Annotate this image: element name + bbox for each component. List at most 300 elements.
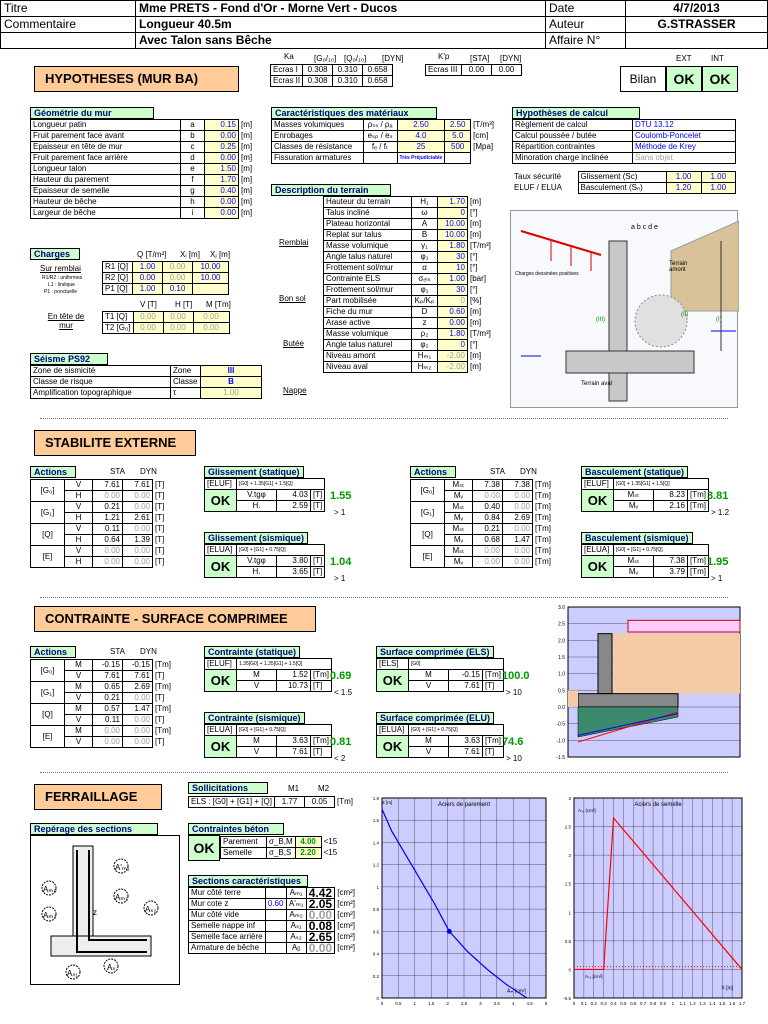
check-comb: [G0] + [G1] + 0.75[Q]: [237, 545, 325, 556]
chart-xtick: 1: [671, 1001, 675, 1006]
table-row: [324, 274, 497, 285]
ka-table: [270, 52, 530, 92]
terr-sym: Kₚ/Kₚ: [412, 296, 438, 307]
eluf-label: ELUF / ELUA: [514, 183, 563, 192]
terr-value[interactable]: -2.00: [438, 362, 468, 373]
check-unit: [Tm]: [483, 670, 504, 681]
table-row: [189, 921, 358, 932]
ch-value[interactable]: 10.00: [193, 273, 229, 284]
seis-value[interactable]: B: [201, 377, 262, 388]
chart-ytick: 0.5: [564, 938, 571, 944]
table-row: [411, 546, 554, 557]
actions-title: Actions: [410, 466, 456, 478]
table-row: [411, 502, 554, 513]
chart-xtick: 1.7: [738, 1001, 746, 1006]
sec-sym: Aₘ₂: [286, 910, 306, 921]
table-row: [31, 153, 262, 164]
chart-title: Aciers de semelle: [634, 802, 682, 808]
check-sym: Mₛₜ: [614, 556, 654, 567]
table-row: [189, 888, 358, 899]
rep-label: z: [93, 908, 97, 917]
ka-cell: 0.00: [492, 65, 522, 76]
terr-unit: [°]: [470, 263, 478, 272]
terr-value[interactable]: 0.60: [438, 307, 468, 318]
soll-head: M2: [318, 784, 330, 793]
table-row: [31, 388, 262, 399]
terr-value[interactable]: 10.00: [438, 219, 468, 230]
hypcalc-taux: [512, 171, 736, 194]
hyp-value[interactable]: Coulomb-Poncelet: [633, 131, 736, 142]
geom-value[interactable]: 0.40: [205, 186, 239, 197]
check-val: 2.59: [277, 501, 311, 512]
chart-xtick: 1.5: [719, 1001, 726, 1006]
soll-unit: [Tm]: [337, 797, 353, 806]
chart-ytick: 3: [568, 796, 571, 801]
group-nappe: Nappe: [283, 386, 307, 395]
table-row: [31, 164, 262, 175]
mat-value[interactable]: 500: [445, 142, 471, 153]
chart-ytick: 2.5: [564, 824, 571, 830]
check-result: 74.6: [502, 736, 524, 748]
rep-label: A'ₘ₁: [115, 863, 130, 872]
terr-unit: [T/m³]: [470, 241, 491, 250]
chart-xtick: 0.3: [600, 1001, 607, 1006]
check-unit: [T]: [311, 681, 332, 692]
mat-value[interactable]: 25: [397, 142, 445, 153]
ka-head: [DYN]: [382, 54, 404, 63]
table-row: [272, 153, 497, 164]
table-row: [31, 480, 167, 491]
terrain-title: Description du terrain: [271, 184, 391, 196]
table-row: [31, 524, 167, 535]
check-val: -0.15: [449, 670, 483, 681]
mat-value[interactable]: 2.50: [397, 120, 445, 131]
check-sym: V: [409, 681, 449, 692]
check-val: 7.61: [449, 681, 483, 692]
hyp-value[interactable]: Sans objet: [633, 153, 736, 164]
check-title: Contrainte (statique): [204, 646, 300, 658]
sec-value: 0.00: [306, 943, 335, 954]
check-ok: OK: [205, 490, 237, 512]
check-unit: [T]: [311, 490, 325, 501]
table-row: [103, 284, 229, 295]
ch-value[interactable]: 0.10: [163, 284, 193, 295]
terr-value[interactable]: 1.80: [438, 329, 468, 340]
check-sym: V.tgφ: [237, 490, 277, 501]
chart-ytick: 3.0: [558, 605, 565, 611]
geom-value[interactable]: 0.00: [205, 208, 239, 219]
terr-value[interactable]: 1.00: [438, 274, 468, 285]
actions-sta: 0.21: [473, 524, 503, 535]
actions-sym: Mₛₜ: [445, 546, 473, 557]
terr-unit: [%]: [470, 296, 482, 305]
rep-label: Aₛ₂: [145, 905, 157, 914]
titre-label: Titre: [1, 1, 136, 17]
chart-ytick: 1.5: [564, 881, 571, 887]
table-row: [324, 208, 497, 219]
ch-value[interactable]: [193, 284, 229, 295]
geom-unit: [m]: [241, 186, 253, 195]
group-butee: Butée: [283, 339, 304, 348]
actions-sym: H: [65, 535, 93, 546]
geom-value[interactable]: 0.25: [205, 142, 239, 153]
comment-label: Commentaire: [1, 17, 136, 33]
bilan-label: Bilan: [620, 66, 666, 92]
ch-label: P1 [Q]: [103, 284, 133, 295]
ch-value[interactable]: 0.00: [133, 273, 163, 284]
table-row: [324, 318, 497, 329]
terr-unit: [m]: [470, 219, 482, 228]
terr-value[interactable]: 1.70: [438, 197, 468, 208]
check-sym: V.tgφ: [237, 556, 277, 567]
actions-dyn: 0.00: [503, 546, 533, 557]
hyp-label: Règlement de calcul: [513, 120, 633, 131]
gliss-val[interactable]: 1.00: [666, 172, 701, 183]
ka-cell: 0.658: [363, 65, 393, 76]
date-label: Date: [546, 1, 626, 17]
actions-unit: [T]: [155, 557, 165, 566]
check-tag: [ELUA]: [205, 725, 237, 736]
seis-label: Zone de sismicité: [31, 366, 171, 377]
terr-unit: [°]: [470, 285, 478, 294]
terr-sym: H₁: [412, 197, 438, 208]
sec-unit: [cm²]: [337, 932, 355, 941]
table-row: [324, 230, 497, 241]
mat-label: Masses volumiques: [272, 120, 364, 131]
actions-unit: [Tm]: [535, 546, 551, 555]
chart-xtick: 1: [413, 1001, 417, 1006]
rep-label: Aₛ₁: [67, 969, 79, 978]
mat-sym: [363, 153, 397, 164]
check-tag: [ELUA]: [582, 545, 614, 556]
table-row: [31, 131, 262, 142]
chart-xtick: 0.7: [640, 1001, 647, 1006]
check-sym: Mᵥ: [614, 567, 654, 578]
terr-value[interactable]: 0: [438, 296, 468, 307]
terr-label: Contrainte ELS: [324, 274, 412, 285]
bilan-int: OK: [702, 66, 738, 92]
ch-value[interactable]: 0.00: [163, 312, 193, 323]
chart-ytick: 0.0: [558, 705, 565, 711]
sec-z: [265, 932, 286, 943]
terr-value[interactable]: 10: [438, 263, 468, 274]
chart-ylabel: Aₛ₂ [cm²]: [578, 808, 596, 813]
check-title: Glissement (sismique): [204, 532, 308, 544]
check-criterion: > 1.2: [711, 508, 730, 517]
terr-label: Masse volumique: [324, 329, 412, 340]
ch-value[interactable]: 0.00: [193, 312, 229, 323]
geom-sym: i: [181, 208, 205, 219]
check-unit: [T]: [311, 501, 325, 512]
basc-val[interactable]: 1.20: [666, 183, 701, 194]
geom-value[interactable]: 1.70: [205, 175, 239, 186]
soil-zone: [613, 634, 740, 694]
beton-cell: 4.00: [295, 837, 321, 848]
actions-sym: M: [65, 660, 93, 671]
check-tag: [ELUF]: [205, 479, 237, 490]
ch-value[interactable]: 1.00: [133, 262, 163, 273]
actions-sym: V: [65, 671, 93, 682]
check-result: 100.0: [502, 670, 530, 682]
ch-value[interactable]: 1.00: [133, 284, 163, 295]
terr-unit: [°]: [470, 208, 478, 217]
chart-ytick: 0.6: [372, 929, 379, 935]
check-criterion: > 10: [506, 754, 522, 763]
gliss-val[interactable]: 1.00: [701, 172, 736, 183]
terr-value[interactable]: 0: [438, 340, 468, 351]
hyp-value[interactable]: DTU 13.12: [633, 120, 736, 131]
chart-xtick: 0.4: [610, 1001, 617, 1006]
table-row: [324, 241, 497, 252]
terr-sym: Hₘ₁: [412, 351, 438, 362]
chart-xtick: 3: [479, 1001, 482, 1006]
seis-value[interactable]: III: [201, 366, 262, 377]
ch-value[interactable]: 0.00: [193, 323, 229, 334]
check-val: 3.80: [277, 556, 311, 567]
actions1-block: [30, 466, 167, 568]
terr-value[interactable]: 30: [438, 285, 468, 296]
table-row: [31, 208, 262, 219]
mat-value: Très Préjudiciable: [397, 153, 445, 164]
mat-value[interactable]: 4.0: [397, 131, 445, 142]
actions-sta: 0.00: [93, 546, 123, 557]
check-sym: M: [237, 736, 277, 747]
sec-value: 2.65: [306, 932, 335, 943]
actions-sta: 0.40: [473, 502, 503, 513]
check-result: 1.55: [330, 490, 352, 502]
terr-value[interactable]: 0: [438, 208, 468, 219]
beton-cell: 2.20: [295, 848, 321, 859]
seisme-title: Séisme PS92: [30, 353, 108, 365]
sec-label: Semelle nappe inf: [189, 921, 266, 932]
beton-block: [188, 835, 358, 861]
check-criterion: < 2: [334, 754, 346, 763]
actions-sym: Mᵥ: [445, 513, 473, 524]
actions-sym: H: [65, 491, 93, 502]
chart-semelle: [556, 790, 746, 1012]
actions-sym: Mᵥ: [445, 491, 473, 502]
check-unit: [Tm]: [311, 670, 332, 681]
chart-xtick: 0.5: [620, 1001, 627, 1006]
actions-group: [G₁]: [31, 682, 65, 704]
rep-label: Aₛ: [107, 963, 116, 972]
geom-value[interactable]: 0.00: [205, 197, 239, 208]
ch-value[interactable]: 0.00: [133, 323, 163, 334]
actions-unit: [Tm]: [535, 513, 551, 522]
hypcalc-table: [512, 119, 736, 164]
check-val: 7.61: [277, 747, 311, 758]
actions-sym: M: [65, 704, 93, 715]
terr-unit: [m]: [470, 230, 482, 239]
check-tag: [ELUF]: [205, 659, 237, 670]
table-row: [324, 362, 497, 373]
sec-unit: [cm²]: [337, 921, 355, 930]
ch-value[interactable]: 0.00: [163, 323, 193, 334]
geom-sym: h: [181, 197, 205, 208]
sec-sym: Aᵦ: [286, 943, 306, 954]
actions-sta: 0.00: [93, 557, 123, 568]
geom-value[interactable]: 0.15: [205, 120, 239, 131]
check-result: 0.69: [330, 670, 352, 682]
table-row: [31, 120, 262, 131]
check-unit: [Tm]: [688, 501, 709, 512]
chart-ytick: 2.0: [558, 638, 565, 645]
terr-value[interactable]: 10.00: [438, 230, 468, 241]
actions-head: STA: [110, 647, 125, 656]
geom-label: Largeur de bêche: [31, 208, 181, 219]
table-row: [31, 682, 174, 693]
seis-label: Amplification topographique: [31, 388, 171, 399]
chart-xtick: 1.4: [709, 1001, 716, 1006]
ch-value[interactable]: 10.00: [193, 262, 229, 273]
chart-xtick: 1.3: [699, 1001, 706, 1006]
svg-text:(I): (I): [716, 317, 722, 323]
mat-value[interactable]: 5.0: [445, 131, 471, 142]
table-row: [31, 186, 262, 197]
actions-sta: 0.65: [93, 682, 123, 693]
actions-sta: 0.00: [473, 557, 503, 568]
sec-sym: Aₘ₁: [286, 888, 306, 899]
chart-ytick: 1.4: [372, 840, 379, 846]
table-row: [31, 726, 174, 737]
geom-value[interactable]: 0.00: [205, 153, 239, 164]
check-comb: [G0] + [G1] + 0.75[Q]: [614, 545, 709, 556]
terr-sym: ρ₂: [412, 329, 438, 340]
soil-zone: [568, 690, 578, 707]
ch-label: R2 [Q]: [103, 273, 133, 284]
table-row: [513, 131, 736, 142]
table-row: [324, 263, 497, 274]
check-unit: [T]: [311, 556, 325, 567]
table-row: [31, 366, 262, 377]
comment-value: Longueur 40.5m: [136, 17, 546, 33]
check-ok: OK: [205, 556, 237, 578]
terr-value[interactable]: 30: [438, 252, 468, 263]
chart-xtick: 1.5: [428, 1001, 435, 1006]
check-title: Surface comprimée (ELS): [376, 646, 494, 658]
chart-xtick: 0.2: [590, 1001, 597, 1006]
check-unit: [T]: [311, 747, 332, 758]
table-row: [411, 524, 554, 535]
actions-group: [E]: [411, 546, 445, 568]
chart-point: [447, 929, 452, 934]
wall-shape: [598, 634, 612, 694]
sec-z: 0.60: [265, 899, 286, 910]
actions-sta: 1.21: [93, 513, 123, 524]
titre-value: Mme PRETS - Fond d'Or - Morne Vert - Ducos: [136, 1, 546, 17]
actions-unit: [Tm]: [155, 682, 171, 691]
charges-head: Xᵢ [m]: [180, 250, 200, 259]
actions-unit: [Tm]: [535, 502, 551, 511]
terr-sym: φ₁: [412, 285, 438, 296]
sec-z: [265, 910, 286, 921]
chart-ytick: 2: [568, 853, 571, 859]
hyp-value[interactable]: Méthode de Krey: [633, 142, 736, 153]
sec-label: Mur cote z: [189, 899, 266, 910]
table-row: [31, 377, 262, 388]
chart-xtick: 0.6: [630, 1001, 637, 1006]
sections-title: Sections caractéristiques: [188, 875, 308, 887]
actions-sta: 0.00: [93, 491, 123, 502]
auteur-label: Auteur: [546, 17, 626, 33]
seis-value[interactable]: 1.00: [201, 388, 262, 399]
ch-value[interactable]: 0.00: [163, 262, 193, 273]
actions-unit: [Tm]: [535, 491, 551, 500]
basc-val[interactable]: 1.00: [701, 183, 736, 194]
terr-value[interactable]: 0.00: [438, 318, 468, 329]
svg-text:(II): (II): [681, 312, 689, 318]
geom-sym: d: [181, 153, 205, 164]
actions-unit: [T]: [155, 502, 165, 511]
check-val: 8.23: [654, 490, 688, 501]
geom-unit: [m]: [241, 208, 253, 217]
svg-text:(III): (III): [596, 317, 605, 323]
table-row: [189, 910, 358, 921]
table-row: [103, 273, 229, 284]
actions-title: Actions: [30, 466, 76, 478]
actions-group: [Q]: [31, 704, 65, 726]
actions-group: [G₁]: [31, 502, 65, 524]
actions-sym: V: [65, 524, 93, 535]
terr-value[interactable]: -2.00: [438, 351, 468, 362]
actions-sym: V: [65, 546, 93, 557]
actions-sta: 0.00: [93, 726, 123, 737]
actions-unit: [T]: [155, 535, 165, 544]
terr-label: Fiche du mur: [324, 307, 412, 318]
actions-unit: [Tm]: [535, 535, 551, 544]
check-sym: M: [409, 736, 449, 747]
actions-dyn: 1.47: [503, 535, 533, 546]
check-unit: [Tm]: [311, 736, 332, 747]
ch-value[interactable]: 0.00: [133, 312, 163, 323]
actions-dyn: 1.47: [123, 704, 153, 715]
ch-value[interactable]: 0.00: [163, 273, 193, 284]
actions-head: DYN: [140, 467, 157, 476]
actions-sta: 0.84: [473, 513, 503, 524]
check-comb: [G0]: [409, 659, 504, 670]
terr-unit: [m]: [470, 307, 482, 316]
actions-sta: 0.21: [93, 502, 123, 513]
sec-z: [265, 943, 286, 954]
chart-ytick: 0.5: [558, 688, 565, 695]
seisme-table: [30, 365, 262, 399]
check-ok: OK: [205, 670, 237, 692]
geom-value[interactable]: 1.50: [205, 164, 239, 175]
ka-cell: Ecras II: [271, 76, 303, 87]
geom-sym: b: [181, 131, 205, 142]
chart-ytick: -0.5: [556, 721, 565, 728]
chart-ytick: -0.5: [563, 996, 571, 1001]
sec-z: [265, 921, 286, 932]
actions-sta: 0.00: [93, 737, 123, 748]
ka-head: Ka: [284, 52, 294, 61]
charges-head: Xⱼ [m]: [210, 250, 231, 259]
terr-unit: [°]: [470, 340, 478, 349]
mat-value[interactable]: 2.50: [445, 120, 471, 131]
actions-dyn: 0.00: [503, 557, 533, 568]
geom-value[interactable]: 0.00: [205, 131, 239, 142]
actions-unit: [T]: [155, 671, 165, 680]
chart-ytick: 1.8: [372, 796, 379, 801]
actions-dyn: 0.00: [123, 715, 153, 726]
terr-value[interactable]: 1.80: [438, 241, 468, 252]
hypcalc-title: Hypothèses de calcul: [512, 107, 640, 119]
soll-head: M1: [288, 784, 300, 793]
terr-label: Angle talus naturel: [324, 340, 412, 351]
ka-cell: 0.310: [333, 65, 363, 76]
terr-sym: σₑₗₛ: [412, 274, 438, 285]
actions-sta: 0.00: [473, 546, 503, 557]
